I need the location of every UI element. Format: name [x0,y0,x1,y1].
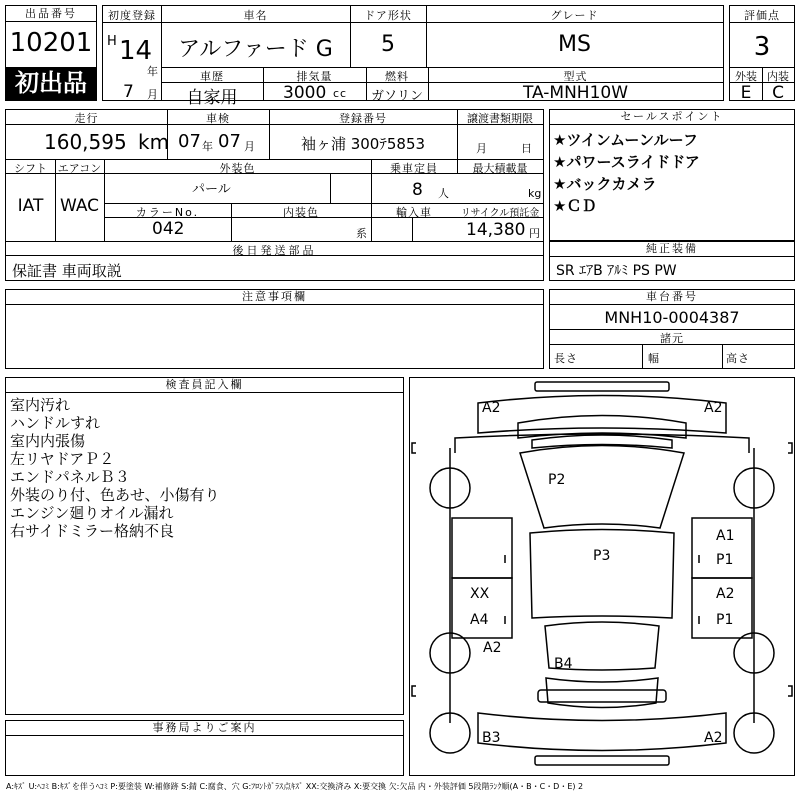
car-name-label: 車名 [243,9,268,22]
int-color-unit: 系 [356,227,368,240]
int-color-label: 内装色 [283,206,319,219]
mark-front-right: A2 [704,400,723,416]
details-table [5,109,544,281]
ext-color-label: 外装色 [219,162,256,175]
recycle-value: 14,380 [466,220,526,240]
reg-era: H [107,34,117,49]
inspection-year: 07 [178,131,201,152]
inspector-note: 外装のり付、色あせ、小傷有り [10,486,220,504]
ext-color-value: パール [192,182,231,197]
history-value: 自家用 [186,88,238,108]
spec-height-label: 高さ [726,352,750,365]
sales-point-item: ★バックカメラ [553,175,657,193]
mark-right-front-door-1: A1 [716,528,735,544]
notes-label: 注意事項欄 [6,290,543,305]
color-no-value: 042 [152,219,185,239]
inspector-notes-label: 検査員記入欄 [6,378,403,393]
inspector-notes-list [10,396,400,540]
mark-right-front-door-2: P1 [716,552,734,568]
genuine-equipment-value: SR ｴｱB ｱﾙﾐ PS PW [556,263,677,279]
model-value: TA-MNH10W [522,83,629,103]
capacity-unit: 人 [438,187,450,200]
displacement-label: 排気量 [296,70,333,83]
score-value: 3 [753,32,771,62]
mark-hood: P2 [548,472,566,488]
history-label: 車歴 [200,70,224,83]
grade-value: MS [558,32,591,57]
genuine-equipment-label: 純正装備 [550,242,794,257]
inspection-year-unit: 年 [202,140,214,153]
recycle-unit: 円 [529,227,540,240]
plate-value: 袖ヶ浦 300ﾃ5853 [300,135,426,153]
aircon-value: WAC [59,196,100,216]
capacity-value: 8 [412,180,423,200]
mark-left-quarter: A2 [483,640,502,656]
chassis-block [549,289,795,369]
spec-length-label: 長さ [554,352,578,365]
inspector-notes-block [5,377,404,715]
exterior-grade-value: E [740,83,752,103]
mark-rear-right: A2 [704,730,723,746]
car-outline-diagram [410,378,794,775]
damage-legend: A:ｷｽﾞ U:ﾍｺﾐ B:ｷｽﾞを伴うﾍｺﾐ P:要塗装 W:補修跡 S:錆 C:腐食、穴 G:ﾌﾛﾝﾄｶﾞﾗｽ点ｷｽﾞ XX:交換済み X:要交換 欠:欠品 内・外装評価 5段階ﾗﾝｸ順(A・B・C・D・E) 2 [6,782,584,791]
recycle-label: リサイクル預託金 [460,208,540,219]
sales-point-item: ★ＣＤ [553,197,597,215]
interior-grade-label: 内装 [767,70,789,83]
shift-value: IAT [17,196,44,216]
inspector-note: ハンドルすれ [10,414,101,432]
inspector-note: 室内内張傷 [10,432,86,450]
sales-point-item: ★ツインムーンルーフ [553,131,698,149]
transfer-deadline-label: 譲渡書類期限 [467,112,533,125]
lot-number-label: 出品番号 [6,6,96,22]
reg-year-label: 初度登録 [108,9,156,22]
mark-right-rear-door-2: P1 [716,612,734,628]
max-load-unit: kg [528,187,542,200]
mileage-value: 160,595 [44,130,127,154]
vehicle-header-table [102,5,724,108]
inspector-note: エンジン廻りオイル漏れ [10,504,174,522]
inspector-note: エンドパネルＢ３ [10,468,130,486]
sales-points-label: セールスポイント [550,110,794,125]
transfer-month-unit: 月 [476,142,488,155]
specs-label: 諸元 [660,332,684,345]
grade-label: グレード [550,9,599,22]
first-listing-badge [6,67,96,100]
car-name: アルファード G [178,37,333,62]
genuine-equipment-block [549,241,795,281]
inspector-note: 右サイドミラー格納不良 [10,522,174,540]
mark-left-rear-door-1: XX [470,586,490,602]
mileage-label: 走行 [74,112,99,125]
capacity-label: 乗車定員 [390,162,438,175]
mark-left-rear-door-2: A4 [470,612,489,628]
displacement-unit: cc [333,87,348,100]
interior-grade-value: C [772,83,784,103]
doors-value: 5 [381,32,395,57]
sales-points-block [549,109,795,241]
chassis-value: MNH10-0004387 [604,308,740,327]
inspector-note: 左リヤドアＰ２ [10,450,115,468]
model-label: 型式 [563,70,588,83]
notes-block [5,289,544,369]
sales-point-item: ★パワースライドドア [553,153,700,171]
transfer-day-unit: 日 [521,142,533,155]
reg-month: 7 [123,82,134,102]
plate-label: 登録番号 [339,112,387,125]
chassis-label: 車台番号 [550,290,794,305]
inspection-label: 車検 [206,112,230,125]
mark-rear-left: B3 [482,730,501,746]
mileage-unit: km [138,130,170,154]
color-no-label: カラーNo. [135,206,200,219]
damage-diagram [409,377,795,776]
score-label: 評価点 [744,9,780,22]
exterior-grade-label: 外装 [735,70,757,83]
reg-month-unit: 月 [147,88,159,101]
inspector-note: 室内汚れ [10,396,71,414]
max-load-label: 最大積載量 [472,162,528,175]
import-label: 輸入車 [396,206,432,219]
reg-year: 14 [119,36,153,66]
inspection-month-unit: 月 [244,140,256,153]
displacement-value: 3000 [283,83,327,103]
mark-tailgate: B4 [554,656,573,672]
lot-number-block [5,5,97,101]
score-block [729,5,795,101]
fuel-label: 燃料 [385,70,409,83]
lot-number: 10201 [9,28,93,58]
later-parts-value: 保証書 車両取説 [12,262,122,280]
office-notice-block [5,720,404,776]
aircon-label: エアコン [57,162,102,175]
reg-year-unit: 年 [147,65,159,78]
fuel-value: ガソリン [370,89,423,104]
first-listing-text: 初出品 [15,69,87,97]
later-parts-label: 後日発送部品 [232,244,317,257]
office-notice-label: 事務局よりご案内 [6,721,403,736]
shift-label: シフト [14,162,47,175]
spec-width-label: 幅 [648,352,660,365]
mark-front-left: A2 [482,400,501,416]
mark-right-rear-door-1: A2 [716,586,735,602]
mark-roof: P3 [593,548,611,564]
doors-label: ドア形状 [364,9,412,22]
inspection-month: 07 [218,131,241,152]
